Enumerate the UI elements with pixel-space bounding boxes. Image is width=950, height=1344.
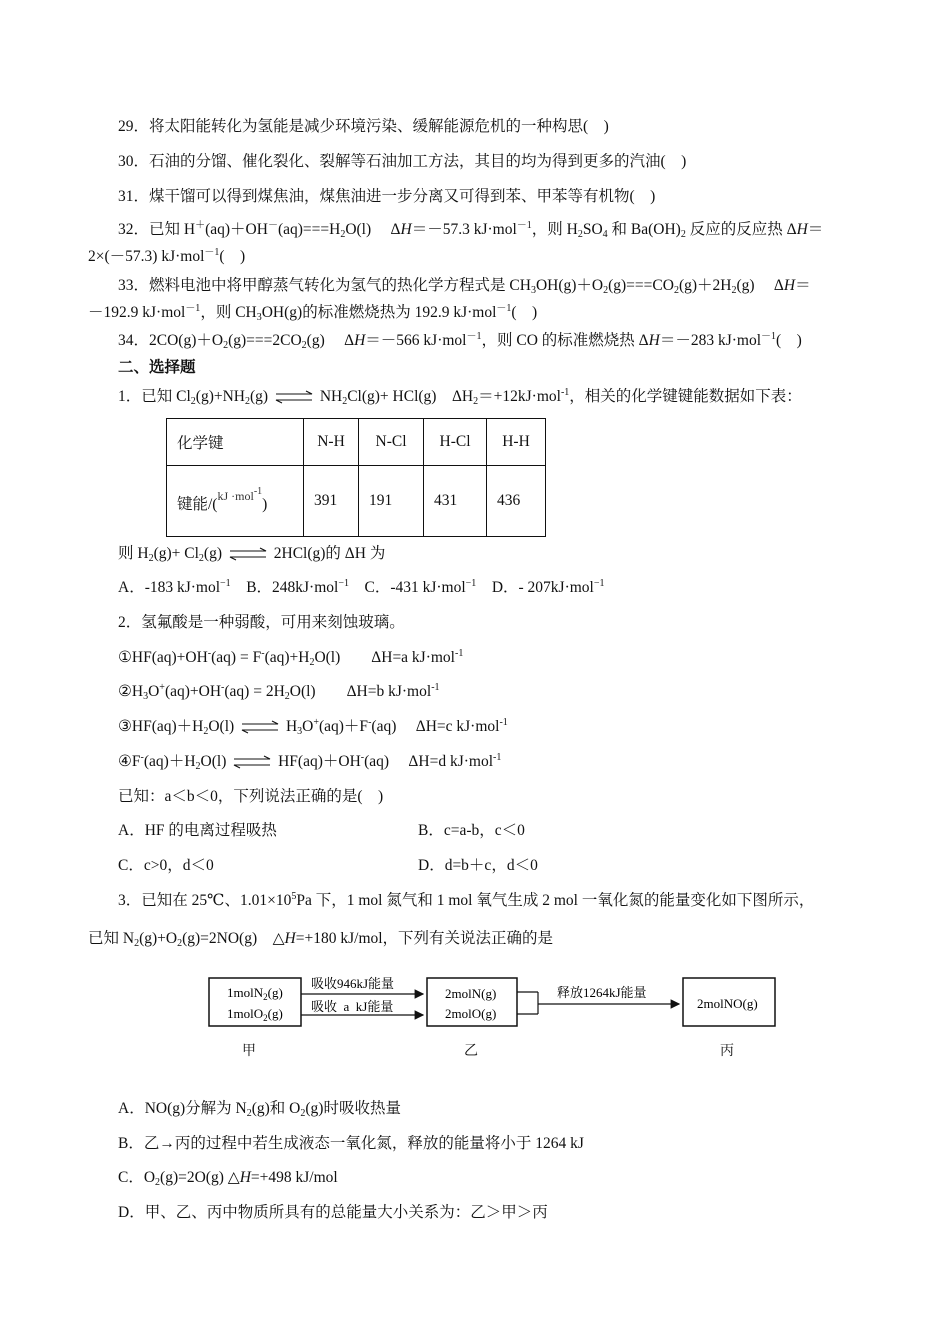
bond-energy-table [166, 418, 546, 537]
mc2-stem: 已知：a＜b＜0，下列说法正确的是( ) [118, 788, 384, 805]
mc3-option-d: D．甲、乙、丙中物质所具有的总能量大小关系为：乙＞甲＞丙 [118, 1204, 548, 1221]
question-33: 33．燃料电池中将甲醇蒸气转化为氢气的热化学方程式是 $CH_3OH(g)+O_2(g)===CO_2(g)+2H_2(g)$ ΔH＝ [118, 277, 811, 296]
table-header-cell: H-Cl [424, 419, 487, 466]
option-b: B．c=a-b，c＜0 [418, 822, 525, 839]
option-a: A．HF 的电离过程吸热 [118, 822, 277, 839]
question-text: 将太阳能转化为氢能是减少环境污染、缓解能源危机的一种构思( ) [149, 118, 609, 135]
question-text: 氢氟酸是一种弱酸，可用来刻蚀玻璃。 [141, 614, 405, 631]
question-number: 3． [118, 892, 142, 909]
box-bing-text: 2molNO(g) [697, 996, 758, 1011]
unit-label: kJ ·mol-1 [217, 485, 263, 503]
option-d: D．d=b＋c，d＜0 [418, 857, 538, 874]
label-bing: 丙 [720, 1044, 734, 1059]
section-title: 二、选择题 [118, 359, 196, 376]
mc3-stem-cont: 已知 $N_2(g)+O_2(g)=2NO(g)$ △H=+180 kJ/mol，下列有关说法正确的是 [88, 930, 554, 949]
question-number: 2． [118, 614, 142, 631]
question-32-cont: 2×(－57.3) kJ·mol$^{-1}$( ) [88, 247, 246, 265]
mc3-option-b: B．乙→丙的过程中若生成液态一氧化氮，释放的能量将小于 1264 kJ [118, 1135, 584, 1152]
mc-question-1: 1．已知 $Cl_2(g)+NH_2(g)$ $NH_2Cl(g)+ HCl(g)$ $\Delta H_2=+12kJ\cdot mol^{-1}$，相关的化学键键能数据如下表： [118, 387, 802, 407]
label-yi: 乙 [464, 1044, 478, 1059]
question-number: 32． [118, 221, 150, 238]
arrow-label-a: 吸收 a kJ能量 [311, 999, 394, 1014]
equation-2: $②H_3O^+(aq)+OH^-(aq) = 2H_2O(l)$ ΔH=b kJ·mol$^{-1}$ [118, 682, 440, 702]
table-row [167, 466, 546, 537]
arrow-label-1264: 释放1264kJ能量 [557, 985, 647, 1000]
table-cell: 431 [424, 466, 487, 537]
table-cell: 191 [359, 466, 424, 537]
question-32: 32．已知 $H^+(aq)+OH^-(aq)===H_2O(l)$ ΔH＝－57.3 kJ·mol$^{-1}$，则 $H_2SO_4$ 和 $Ba(OH)_2$ 反应的反应热 ΔH＝ [118, 220, 824, 240]
table-header-cell: N-H [304, 419, 359, 466]
question-number: 1． [118, 388, 142, 405]
question-text: 煤干馏可以得到煤焦油，煤焦油进一步分离又可得到苯、甲苯等有机物( ) [149, 188, 656, 205]
energy-diagram [205, 968, 785, 1068]
energy-diagram-svg [205, 968, 785, 1068]
table-header-cell: H-H [487, 419, 546, 466]
equation-1: ①HF(aq)+OH-(aq) = $F^-(aq)+H_2O(l)$ ΔH=a kJ·mol$^{-1}$ [118, 648, 464, 668]
mc3-option-a: A．NO(g)分解为 $N_2(g)$和 $O_2(g)$时吸收热量 [118, 1100, 401, 1119]
question-number: 29． [118, 118, 150, 135]
question-30 [118, 152, 686, 172]
table-row-label: 键能/($^{kJ \cdot mol^{-1}}$) [167, 466, 304, 537]
question-34: 34．$2CO(g)+O_2(g)===2CO_2(g)$ ΔH＝－566 kJ·mol$^{-1}$，则 CO 的标准燃烧热 ΔH＝－283 kJ·mol$^{-1}$( ) [118, 331, 802, 351]
equation-4: $④F^-(aq)+H_2O(l)$ HF(aq)＋OH-(aq) ΔH=d kJ·mol$^{-1}$ [118, 752, 502, 772]
mc1-options: A．-183 kJ·mol$^{-1}$ B．248kJ·mol$^{-1}$ C．-431 kJ·mol$^{-1}$ D．- 207kJ·mol$^{-1}$ [118, 578, 605, 596]
table-cell: 436 [487, 466, 546, 537]
question-33-cont: －192.9 kJ·mol$^{-1}$，则 $CH_3OH(g)$的标准燃烧热为 192.9 kJ·mol$^{-1}$( ) [88, 303, 538, 323]
question-31 [118, 187, 655, 207]
equilibrium-arrow-icon [274, 390, 314, 404]
question-number: 31． [118, 188, 150, 205]
equilibrium-arrow-icon [228, 547, 268, 561]
table-header-cell: 化学键 [167, 419, 304, 466]
equilibrium-arrow-icon [240, 720, 280, 734]
box-yi-line2: 2molO(g) [445, 1006, 497, 1021]
mc1-stem: 则 $H_2(g)+ Cl_2(g)$ 2HCl(g)的 ΔH 为 [118, 545, 386, 564]
question-number: 30． [118, 153, 150, 170]
question-number: 34． [118, 332, 150, 349]
arrow-label-946: 吸收946kJ能量 [311, 976, 395, 991]
mc-question-2 [118, 613, 405, 633]
equation-3: $③HF(aq)+H_2O(l)$ $H_3O^+(aq)+F^-(aq)$ ΔH=c kJ·mol$^{-1}$ [118, 717, 508, 737]
mc-question-3: 3．已知在 25℃、$1.01\times 10^5Pa$ 下，1 mol 氮气和 1 mol 氧气生成 2 mol 一氧化氮的能量变化如下图所示， [118, 891, 815, 909]
question-29 [118, 117, 609, 137]
mc3-option-c: C．$O_2(g)=2O(g)$ △H=+498 kJ/mol [118, 1169, 338, 1188]
table-header-row [167, 419, 546, 466]
box-jia-line2: 1molO$_2$(g) [227, 1006, 283, 1023]
equilibrium-arrow-icon [232, 755, 272, 769]
box-jia-line1: 1molN$_2$(g) [227, 985, 283, 1002]
table-cell: 391 [304, 466, 359, 537]
label-jia: 甲 [242, 1044, 256, 1059]
question-text: 石油的分馏、催化裂化、裂解等石油加工方法，其目的均为得到更多的汽油( ) [149, 153, 687, 170]
table-header-cell: N-Cl [359, 419, 424, 466]
question-number: 33． [118, 277, 150, 294]
box-yi-line1: 2molN(g) [445, 986, 497, 1001]
option-c: C．c>0，d＜0 [118, 857, 214, 874]
